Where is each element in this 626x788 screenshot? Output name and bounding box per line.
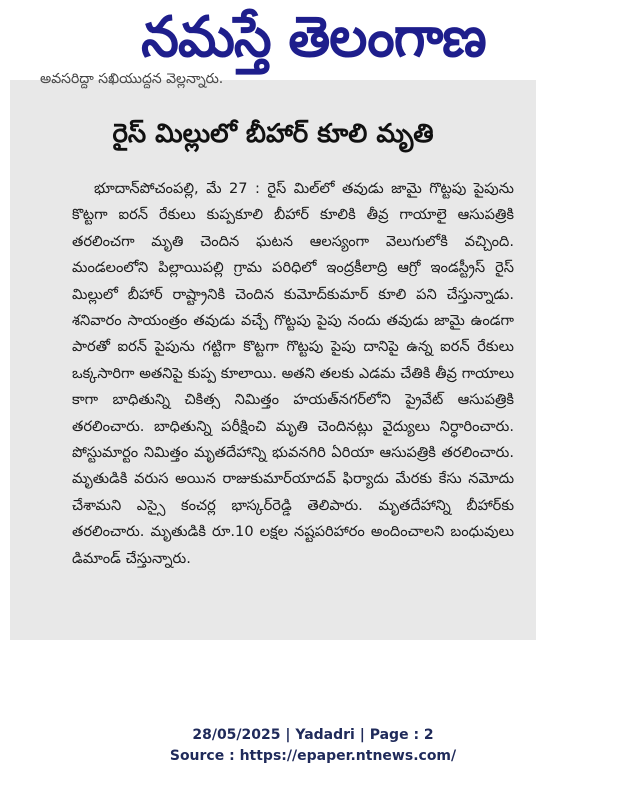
article-body: భూదాన్‌పోచంపల్లి, మే 27 : రైస్ మిల్‌లో తవుడు జామై గొట్టపు పైపును కొట్టగా ఐరన్ రేకులు కుప్పకూలి బీహార్ కూలికి తీవ్ర గాయాలై ఆసుపత్రికి తరలించగా మృతి చెందిన ఘటన ఆలస్యంగా వెలుగులోకి వచ్చింది. మండలంలోని పిల్లాయిపల్లి గ్రామ పరిధిలో ఇంద్రకీలాద్రి ఆగ్రో ఇండస్ట్రీస్ రైస్ మిల్లులో బీహార్ రాష్ట్రానికి చెందిన కుమోద్‌కుమార్ కూలి పని చేస్తున్నాడు. శనివారం సాయంత్రం తవుడు వచ్చే గొట్టపు పైపు నందు తవుడు జామై ఉండగా పారతో ఐరన్ పైపును గట్టిగా కొట్టగా గొట్టపు పైపు దానిపై ఉన్న ఐరన్ రేకులు ఒక్కసారిగా అతనిపై కుప్ప కూలాయి. అతని తలకు ఎడమ చేతికి తీవ్ర గాయాలు కాగా బాధితున్ని చికిత్స నిమిత్తం హయత్‌నగర్‌లోని ప్రైవేట్ ఆసుపత్రికి తరలించారు. బాధితున్ని పరీక్షించి మృతి చెందినట్లు వైద్యులు నిర్ధారించారు. పోస్టుమార్టం నిమిత్తం మృతదేహాన్ని భువనగిరి ఏరియా ఆసుపత్రికి తరలించారు. మృతుడికి వరుస అయిన రాజుకుమార్‌యాదవ్ ఫిర్యాదు మేరకు కేసు నమోదు చేశామని ఎస్సై కంచర్ల భాస్కర్‌రెడ్డి తెలిపారు. మృతదేహాన్ని బీహార్‌కు తరలించారు. మృతుడికి రూ.10 లక్షల నష్టపరిహారం అందించాలని బంధువులు డిమాండ్ చేస్తున్నారు.	[72, 180, 514, 567]
news-clipping	[10, 71, 536, 640]
source-link[interactable]: Source : https://epaper.ntnews.com/	[169, 748, 457, 764]
newspaper-masthead	[0, 2, 626, 74]
article-headline: రైస్ మిల్లులో బీహార్ కూలి మృతి	[112, 119, 434, 149]
clipping-cut-line: అవసరిద్దా సఖియుద్దన వెల్లన్నారు.	[40, 71, 224, 87]
clipping-date-edition-page: 28/05/2025 | Yadadri | Page : 2	[192, 727, 434, 743]
masthead-logo-text: నమస్తే తెలంగాణ	[140, 5, 486, 70]
